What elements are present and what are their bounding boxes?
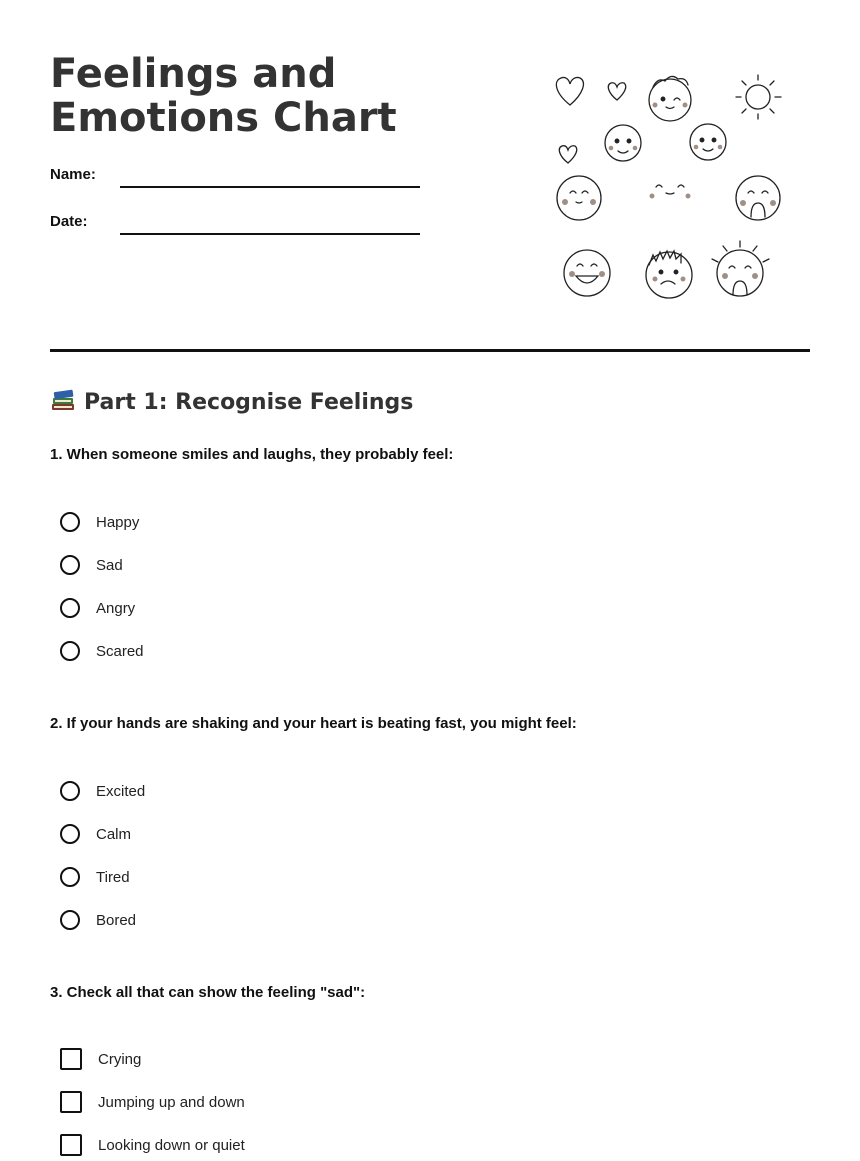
option-label: Tired	[96, 868, 130, 886]
radio-button[interactable]	[60, 641, 80, 661]
name-line[interactable]	[120, 186, 420, 188]
name-label: Name:	[50, 166, 96, 183]
heart-icon	[559, 146, 576, 163]
option-label: Calm	[96, 825, 132, 843]
emotion-faces-illustration	[545, 65, 795, 305]
heart-icon	[608, 83, 625, 100]
radio-button[interactable]	[60, 910, 80, 930]
face-icon	[605, 125, 641, 161]
face-icon	[557, 176, 601, 220]
option-label: Scared	[96, 642, 144, 660]
radio-button[interactable]	[60, 555, 80, 575]
option-calm[interactable]	[60, 821, 131, 847]
option-crying[interactable]	[60, 1046, 141, 1072]
option-tired[interactable]	[60, 864, 130, 890]
option-label: Happy	[96, 513, 140, 531]
option-excited[interactable]	[60, 778, 145, 804]
page-title: Feelings and Emotions Chart	[50, 51, 397, 141]
radio-button[interactable]	[60, 512, 80, 532]
question-1: 1. When someone smiles and laughs, they probably feel:	[50, 446, 454, 463]
section-title-part1	[50, 388, 413, 415]
radio-button[interactable]	[60, 824, 80, 844]
name-field	[50, 166, 96, 183]
section-divider	[50, 349, 810, 352]
date-field	[50, 213, 88, 230]
option-looking-down[interactable]	[60, 1132, 245, 1158]
option-happy[interactable]	[60, 509, 139, 535]
face-icon	[712, 241, 769, 296]
question-3: 3. Check all that can show the feeling "sad":	[50, 984, 366, 1001]
face-icon	[736, 176, 780, 220]
date-line[interactable]	[120, 233, 420, 235]
face-icon	[649, 76, 691, 121]
radio-button[interactable]	[60, 867, 80, 887]
radio-button[interactable]	[60, 598, 80, 618]
face-icon	[564, 250, 610, 296]
question-2: 2. If your hands are shaking and your heart is beating fast, you might feel:	[50, 715, 577, 732]
heart-icon	[556, 77, 583, 105]
date-label: Date:	[50, 213, 88, 230]
option-label: Excited	[96, 782, 146, 800]
section-title-text: Part 1: Recognise Feelings	[84, 390, 414, 415]
books-icon	[50, 388, 76, 412]
option-sad[interactable]	[60, 552, 123, 578]
option-label: Angry	[96, 599, 136, 617]
option-angry[interactable]	[60, 595, 135, 621]
checkbox[interactable]	[60, 1091, 82, 1113]
option-label: Bored	[96, 911, 137, 929]
option-label: Looking down or quiet	[98, 1136, 245, 1154]
face-icon	[650, 185, 691, 199]
option-label: Crying	[98, 1050, 142, 1068]
option-jumping[interactable]	[60, 1089, 245, 1115]
radio-button[interactable]	[60, 781, 80, 801]
option-scared[interactable]	[60, 638, 144, 664]
face-icon	[646, 251, 692, 298]
checkbox[interactable]	[60, 1048, 82, 1070]
option-label: Jumping up and down	[98, 1093, 245, 1111]
option-bored[interactable]	[60, 907, 136, 933]
checkbox[interactable]	[60, 1134, 82, 1156]
option-label: Sad	[96, 556, 123, 574]
sun-icon	[736, 75, 781, 119]
face-icon	[690, 124, 726, 160]
